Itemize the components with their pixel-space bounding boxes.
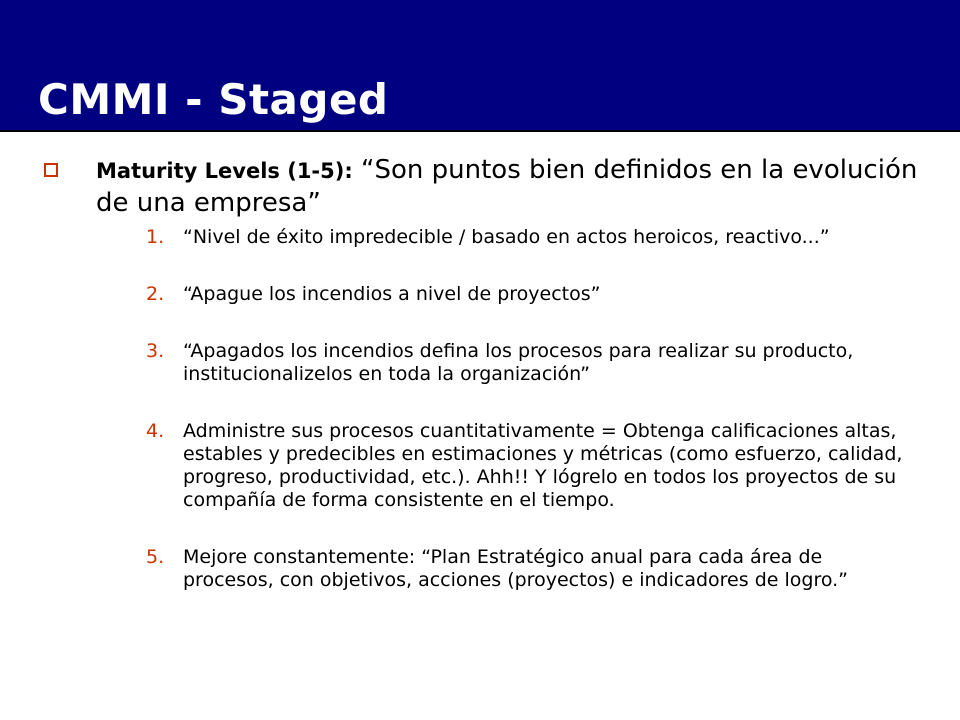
main-bullet-label: Maturity Levels (1-5): — [96, 159, 353, 183]
list-item-text: Mejore constantemente: “Plan Estratégico anual para cada área de procesos, con objetivos, acciones (proyectos) e indicadores de logro.” — [183, 546, 849, 591]
list-item-number: 2. — [146, 283, 165, 305]
list-item — [146, 283, 916, 306]
list-item-number: 5. — [146, 546, 165, 568]
list-item — [146, 546, 916, 592]
list-item-text: Administre sus procesos cuantitativamente = Obtenga calificaciones altas, estables y predecibles en estimaciones y métricas (como esfuerzo, calidad, progreso, productividad, etc.). Ahh!! Y lógrelo en todos los proyectos de su compañía de forma consistente en el tiempo. — [183, 420, 903, 511]
list-item-number: 3. — [146, 340, 165, 362]
list-item — [146, 340, 916, 386]
list-item-text: “Apague los incendios a nivel de proyectos” — [183, 283, 601, 305]
list-item-text: “Nivel de éxito impredecible / basado en actos heroicos, reactivo...” — [183, 226, 830, 248]
list-item-text: “Apagados los incendios defina los procesos para realizar su producto, institucionalizelos en toda la organización” — [183, 340, 854, 385]
maturity-levels-list — [146, 226, 916, 592]
main-bullet-text — [96, 154, 934, 219]
list-item-number: 1. — [146, 226, 165, 248]
list-item — [146, 226, 916, 249]
main-bullet-quote: “Son puntos bien definidos en la evolución de una empresa” — [96, 155, 918, 218]
main-bullet — [44, 154, 934, 219]
slide-title: CMMI - Staged — [38, 75, 389, 124]
title-bar — [0, 0, 960, 132]
square-bullet-icon — [44, 163, 58, 177]
list-item — [146, 420, 916, 512]
list-item-number: 4. — [146, 420, 165, 442]
